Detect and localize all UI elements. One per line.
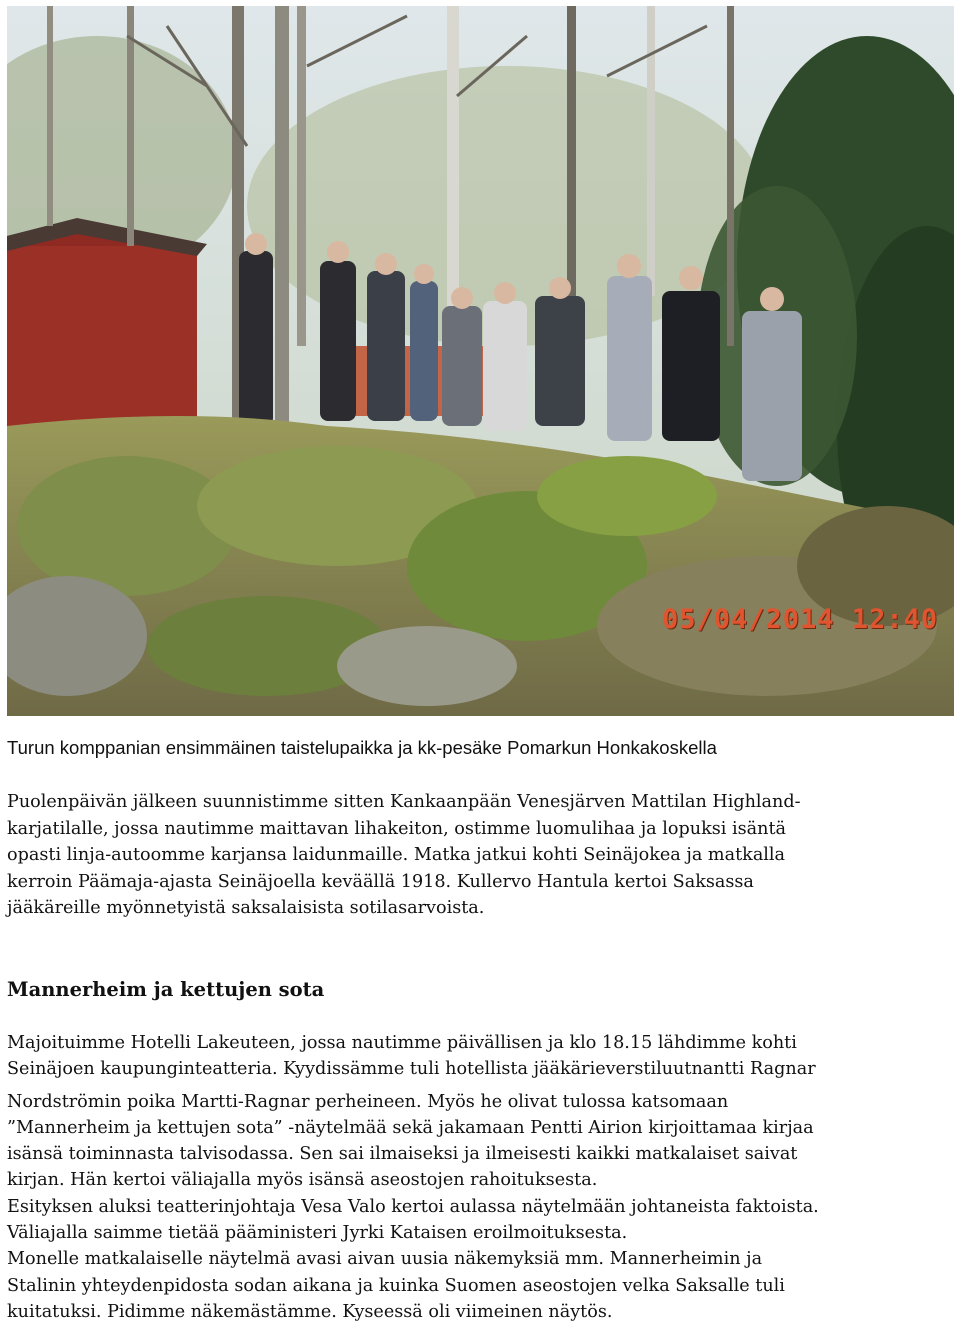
text-line: opasti linja-autoomme karjansa laidunmaille. Matka jatkui kohti Seinäjokea ja matkalla xyxy=(7,845,786,865)
paragraph-theatre xyxy=(7,1030,819,1325)
photo-caption: Turun komppanian ensimmäinen taistelupaikka ja kk-pesäke Pomarkun Honkakoskella xyxy=(7,737,717,758)
text-line: Majoituimme Hotelli Lakeuteen, jossa nautimme päivällisen ja klo 18.15 lähdimme kohti xyxy=(7,1033,797,1053)
paragraph-highland-farm xyxy=(7,789,801,922)
text-line: karjatilalle, jossa nautimme maittavan lihakeiton, ostimme luomulihaa ja lopuksi isäntä xyxy=(7,818,787,839)
text-line: Monelle matkalaiselle näytelmä avasi aivan uusia näkemyksiä mm. Mannerheimin ja xyxy=(7,1249,763,1270)
text-line: isänsä toiminnasta talvisodassa. Sen sai ilmaiseksi ja ilmeisesti kaikki matkalaiset saivat xyxy=(7,1144,798,1165)
text-line: Stalinin yhteydenpidosta sodan aikana ja kuinka Suomen aseostojen velka Saksalle tuli xyxy=(7,1275,785,1296)
text-line: jääkäreille myönnetyistä saksalaisista sotilasarvoista. xyxy=(7,898,485,918)
text-line: kirjan. Hän kertoi väliajalla myös isänsä aseostojen rahoituksesta. xyxy=(7,1170,598,1191)
text-line: Seinäjoen kaupunginteatteria. Kyydissämme tuli hotellista jääkärieverstiluutnantti Ragnar xyxy=(7,1059,816,1080)
text-line: Esityksen aluksi teatterinjohtaja Vesa Valo kertoi aulassa näytelmään johtaneista faktoista. xyxy=(7,1196,819,1217)
text-line: kuitatuksi. Pidimme näkemästämme. Kyseessä oli viimeinen näytös. xyxy=(7,1301,613,1322)
section-heading: Mannerheim ja kettujen sota xyxy=(7,978,325,1001)
text-line: Puolenpäivän jälkeen suunnistimme sitten Kankaanpään Venesjärven Mattilan Highland- xyxy=(7,792,801,812)
text-line: Väliajalla saimme tietää pääministeri Jyrki Kataisen eroilmoituksesta. xyxy=(7,1223,628,1244)
group-photo xyxy=(7,6,954,716)
text-line: kerroin Päämaja-ajasta Seinäjoella keväällä 1918. Kullervo Hantula kertoi Saksassa xyxy=(7,871,754,892)
text-line: Nordströmin poika Martti-Ragnar perheineen. Myös he olivat tulossa katsomaan xyxy=(7,1091,729,1112)
text-line: ”Mannerheim ja kettujen sota” -näytelmää sekä jakamaan Pentti Airion kirjoittamaa kirjaa xyxy=(7,1117,814,1138)
photo-timestamp: 05/04/2014 12:40 xyxy=(662,604,939,635)
